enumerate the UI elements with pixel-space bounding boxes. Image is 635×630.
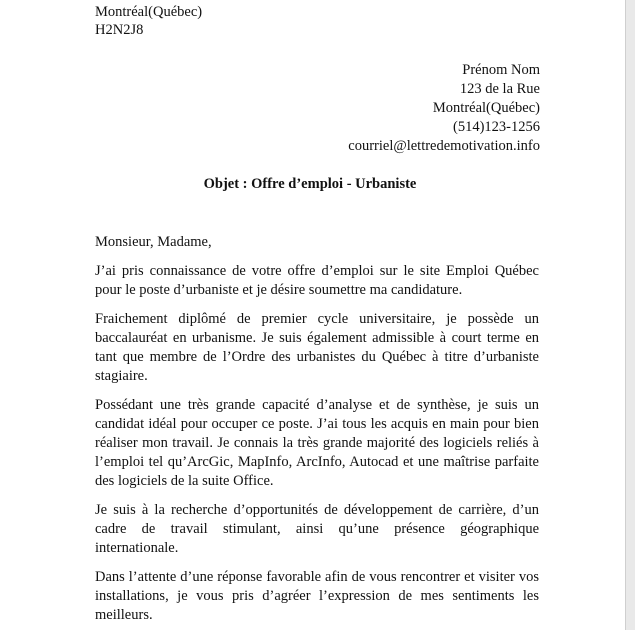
sender-city: Montréal(Québec) [95, 4, 203, 20]
salutation: Monsieur, Madame, [95, 234, 212, 250]
paragraph-closing: Dans l’attente d’une réponse favorable afin de vous rencontrer et visiter vos installations, je vous pris d’agréer l’expression de mes sentiments les meilleurs. [95, 569, 539, 623]
window-scroll-edge[interactable] [625, 0, 635, 630]
paragraph-career-goals: Je suis à la recherche d’opportunités de développement de carrière, d’un cadre de travail stimulant, ainsi qu’une présence géographique internationale. [95, 502, 539, 556]
recipient-street: 123 de la Rue [459, 81, 540, 97]
sender-postal-code: H2N2J8 [95, 22, 144, 38]
letter-subject: Objet : Offre d’emploi - Urbaniste [203, 176, 417, 192]
recipient-city: Montréal(Québec) [432, 100, 540, 116]
paragraph-intro: J’ai pris connaissance de votre offre d’emploi sur le site Emploi Québec pour le poste d’urbaniste et je désire soumettre ma candidature. [95, 263, 539, 298]
recipient-phone: (514)123-1256 [453, 119, 540, 135]
recipient-address [348, 61, 540, 156]
paragraph-skills: Possédant une très grande capacité d’analyse et de synthèse, je suis un candidat idéal pour occuper ce poste. J’ai tous les acquis en main pour bien réaliser mon travail. Je connais la très grande majorité des logiciels reliés à l’emploi tel qu’ArcGic, MapInfo, ArcInfo, Autocad et une maîtrise parfaite des logiciels de la suite Office. [95, 397, 539, 489]
recipient-email: courriel@lettredemotivation.info [348, 138, 540, 154]
letter-body [95, 233, 539, 630]
recipient-name: Prénom Nom [462, 62, 540, 78]
paragraph-education: Fraichement diplômé de premier cycle universitaire, je possède un baccalauréat en urbanisme. Je suis également admissible à court terme en tant que membre de l’Ordre des urbanistes du Québec à titre d’urbaniste stagiaire. [95, 311, 539, 384]
sender-address [95, 3, 202, 39]
